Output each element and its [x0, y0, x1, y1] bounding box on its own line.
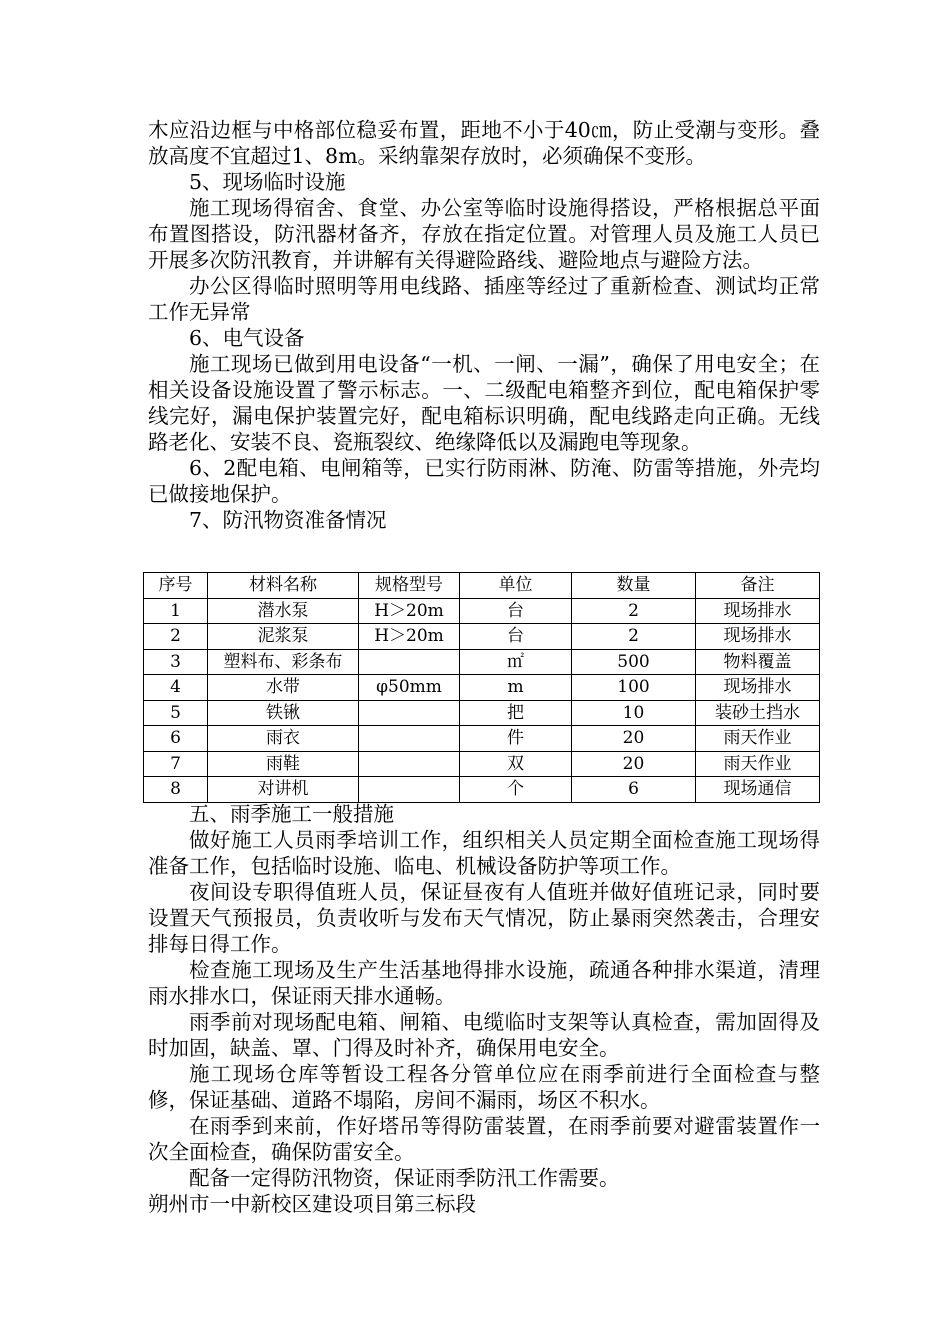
cell-remark: 现场排水	[696, 624, 820, 650]
cell-quantity: 100	[572, 675, 696, 701]
paragraph: 夜间设专职得值班人员，保证昼夜有人值班并做好值班记录，同时要设置天气预报员，负责收听与发布天气情况，防止暴雨突然袭击，合理安排每日得工作。	[148, 880, 820, 956]
cell-unit: 件	[460, 726, 572, 752]
table-row	[144, 751, 820, 777]
cell-material-name: 塑料布、彩条布	[208, 649, 359, 675]
cell-remark: 现场通信	[696, 777, 820, 803]
table-row	[144, 777, 820, 803]
flood-materials-table	[143, 572, 820, 803]
cell-index: 1	[144, 598, 208, 624]
cell-index: 5	[144, 700, 208, 726]
cell-unit: ㎡	[460, 649, 572, 675]
cell-unit: 把	[460, 700, 572, 726]
cell-quantity: 2	[572, 598, 696, 624]
cell-spec	[359, 751, 460, 777]
cell-quantity: 500	[572, 649, 696, 675]
cell-remark: 装砂土挡水	[696, 700, 820, 726]
paragraph: 检查施工现场及生产生活基地得排水设施，疏通各种排水渠道，清理雨水排水口，保证雨天排水通畅。	[148, 958, 820, 1008]
header-remark: 备注	[696, 573, 820, 599]
cell-material-name: 泥浆泵	[208, 624, 359, 650]
paragraph: 雨季前对现场配电箱、闸箱、电缆临时支架等认真检查，需加固得及时加固，缺盖、罩、门得及时补齐，确保用电安全。	[148, 1010, 820, 1060]
paragraph: 7、防汛物资准备情况	[189, 508, 387, 532]
cell-remark: 现场排水	[696, 675, 820, 701]
paragraph: 在雨季到来前，作好塔吊等得防雷装置，在雨季前要对避雷装置作一次全面检查，确保防雷安全。	[148, 1114, 820, 1164]
cell-index: 2	[144, 624, 208, 650]
header-material-name: 材料名称	[208, 573, 359, 599]
paragraph: 配备一定得防汛物资，保证雨季防汛工作需要。	[189, 1166, 620, 1190]
cell-material-name: 铁锹	[208, 700, 359, 726]
header-index: 序号	[144, 573, 208, 599]
signature-line: 朔州市一中新校区建设项目第三标段	[148, 1192, 476, 1216]
table-header-row	[144, 573, 820, 599]
table-body	[144, 598, 820, 802]
cell-quantity: 20	[572, 726, 696, 752]
cell-unit: 台	[460, 624, 572, 650]
paragraph: 五、雨季施工一般措施	[189, 802, 394, 826]
paragraph: 施工现场已做到用电设备“一机、一闸、一漏”，确保了用电安全；在相关设备设施设置了警示标志。一、二级配电箱整齐到位，配电箱保护零线完好，漏电保护装置完好，配电箱标识明确，配电线路走向正确。无线路老化、安装不良、瓷瓶裂纹、绝缘降低以及漏跑电等现象。	[148, 352, 820, 454]
table-row	[144, 649, 820, 675]
cell-quantity: 10	[572, 700, 696, 726]
cell-quantity: 2	[572, 624, 696, 650]
paragraph: 施工现场仓库等暂设工程各分管单位应在雨季前进行全面检查与整修，保证基础、道路不塌陷，房间不漏雨，场区不积水。	[148, 1062, 820, 1112]
cell-spec	[359, 777, 460, 803]
cell-index: 7	[144, 751, 208, 777]
cell-unit: 台	[460, 598, 572, 624]
cell-remark: 雨天作业	[696, 726, 820, 752]
cell-index: 4	[144, 675, 208, 701]
table-row	[144, 700, 820, 726]
table-row	[144, 624, 820, 650]
cell-unit: m	[460, 675, 572, 701]
cell-material-name: 雨衣	[208, 726, 359, 752]
cell-spec: φ50mm	[359, 675, 460, 701]
cell-material-name: 对讲机	[208, 777, 359, 803]
paragraph: 6、2配电箱、电闸箱等，已实行防雨淋、防淹、防雷等措施，外壳均已做接地保护。	[148, 456, 820, 506]
cell-unit: 个	[460, 777, 572, 803]
cell-material-name: 雨鞋	[208, 751, 359, 777]
paragraph: 6、电气设备	[189, 326, 305, 350]
top-text-block	[148, 117, 820, 533]
cell-spec	[359, 726, 460, 752]
table-row	[144, 598, 820, 624]
cell-spec	[359, 700, 460, 726]
cell-remark: 雨天作业	[696, 751, 820, 777]
paragraph: 做好施工人员雨季培训工作，组织相关人员定期全面检查施工现场得准备工作，包括临时设施、临电、机械设备防护等项工作。	[148, 828, 820, 878]
cell-remark: 物料覆盖	[696, 649, 820, 675]
cell-index: 6	[144, 726, 208, 752]
bottom-text-block	[148, 801, 820, 1217]
cell-quantity: 20	[572, 751, 696, 777]
cell-unit: 双	[460, 751, 572, 777]
cell-remark: 现场排水	[696, 598, 820, 624]
cell-index: 3	[144, 649, 208, 675]
header-unit: 单位	[460, 573, 572, 599]
cell-spec: H＞20m	[359, 624, 460, 650]
table-row	[144, 726, 820, 752]
cell-index: 8	[144, 777, 208, 803]
cell-spec: H＞20m	[359, 598, 460, 624]
paragraph: 木应沿边框与中格部位稳妥布置，距地不小于40㎝，防止受潮与变形。叠放高度不宜超过1、8m。采纳靠架存放时，必须确保不变形。	[148, 118, 820, 168]
header-spec: 规格型号	[359, 573, 460, 599]
cell-material-name: 潜水泵	[208, 598, 359, 624]
cell-spec	[359, 649, 460, 675]
cell-material-name: 水带	[208, 675, 359, 701]
header-quantity: 数量	[572, 573, 696, 599]
paragraph: 5、现场临时设施	[189, 170, 346, 194]
cell-quantity: 6	[572, 777, 696, 803]
paragraph: 办公区得临时照明等用电线路、插座等经过了重新检查、测试均正常工作无异常	[148, 274, 820, 324]
table-row	[144, 675, 820, 701]
paragraph: 施工现场得宿舍、食堂、办公室等临时设施得搭设，严格根据总平面布置图搭设，防汛器材备齐，存放在指定位置。对管理人员及施工人员已开展多次防汛教育，并讲解有关得避险路线、避险地点与避险方法。	[148, 196, 820, 272]
